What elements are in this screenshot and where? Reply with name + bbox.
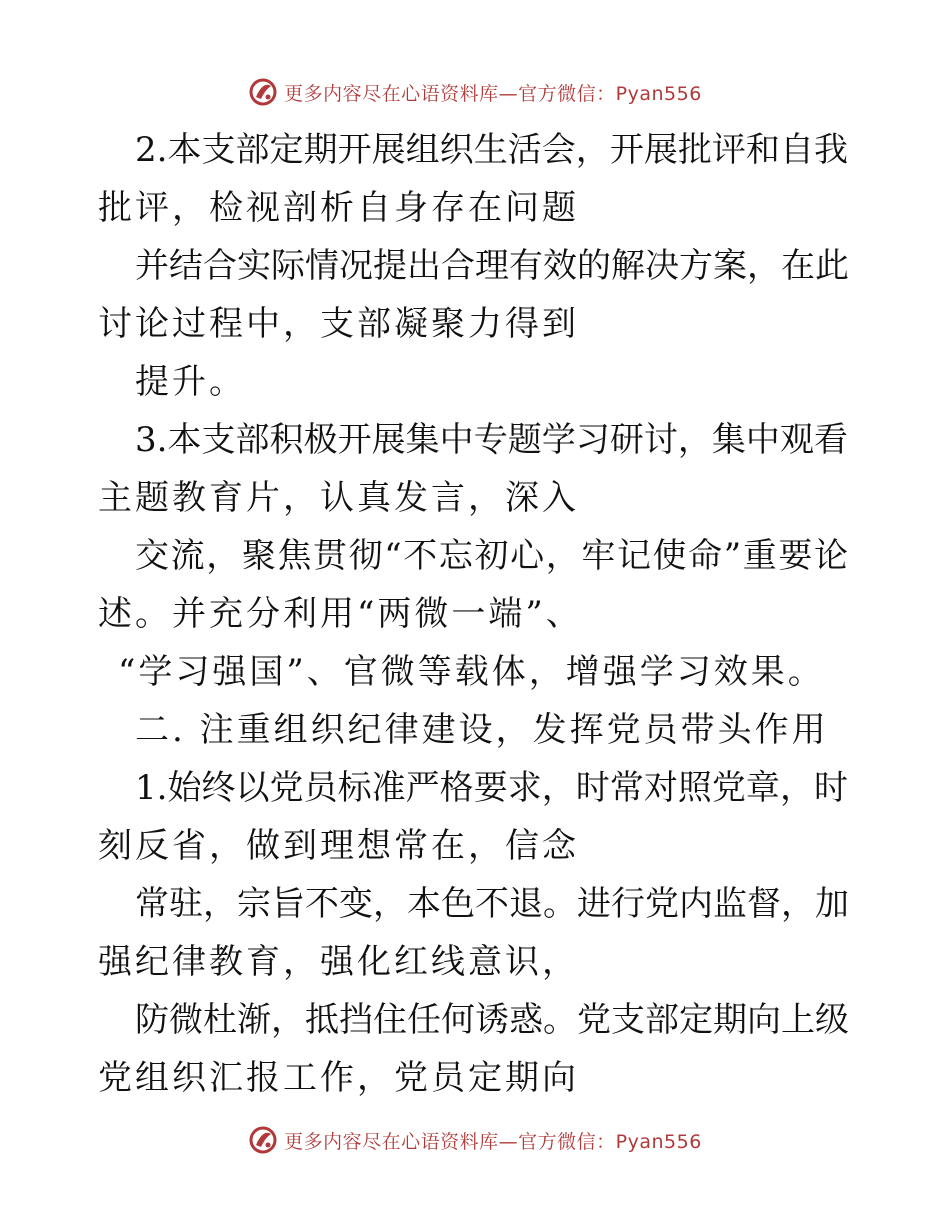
paragraph-line: 并结合实际情况提出合理有效的解决方案，在此 bbox=[135, 246, 849, 286]
paragraph-line: 3.本支部积极开展集中专题学习研讨，集中观看 bbox=[135, 420, 848, 460]
watermark-text: 更多内容尽在心语资料库—官方微信：Pyan556 bbox=[284, 1130, 702, 1153]
paragraph-line: 交流，聚焦贯彻“不忘初心，牢记使命”重要论 bbox=[135, 536, 848, 576]
paragraph-line: 防微杜渐，抵挡住任何诱惑。党支部定期向上级 bbox=[135, 1000, 849, 1040]
footer-watermark bbox=[0, 1120, 950, 1160]
paragraph-line: “学习强国”、官微等载体，增强学习效果。 bbox=[118, 652, 825, 692]
paragraph-line: 常驻，宗旨不变，本色不退。进行党内监督，加 bbox=[135, 884, 849, 924]
paragraph-line: 提升。 bbox=[135, 362, 246, 402]
paragraph-line: 党组织汇报工作，党员定期向 bbox=[98, 1058, 579, 1098]
logo-icon bbox=[248, 1125, 278, 1155]
header-watermark bbox=[0, 72, 950, 112]
paragraph-line: 2.本支部定期开展组织生活会，开展批评和自我 bbox=[135, 130, 848, 170]
paragraph-line: 刻反省，做到理想常在，信念 bbox=[98, 826, 579, 866]
paragraph-line: 讨论过程中，支部凝聚力得到 bbox=[98, 304, 579, 344]
paragraph-line: 1.始终以党员标准严格要求，时常对照党章，时 bbox=[135, 768, 848, 808]
watermark-text: 更多内容尽在心语资料库—官方微信：Pyan556 bbox=[284, 82, 702, 105]
paragraph-line: 批评，检视剖析自身存在问题 bbox=[98, 188, 579, 228]
paragraph-line: 述。并充分利用“两微一端”、 bbox=[98, 594, 583, 634]
section-heading: 二. 注重组织纪律建设，发挥党员带头作用 bbox=[135, 710, 829, 750]
paragraph-line: 强纪律教育，强化红线意识， bbox=[98, 942, 579, 982]
logo-icon bbox=[248, 77, 278, 107]
paragraph-line: 主题教育片，认真发言，深入 bbox=[98, 478, 579, 518]
